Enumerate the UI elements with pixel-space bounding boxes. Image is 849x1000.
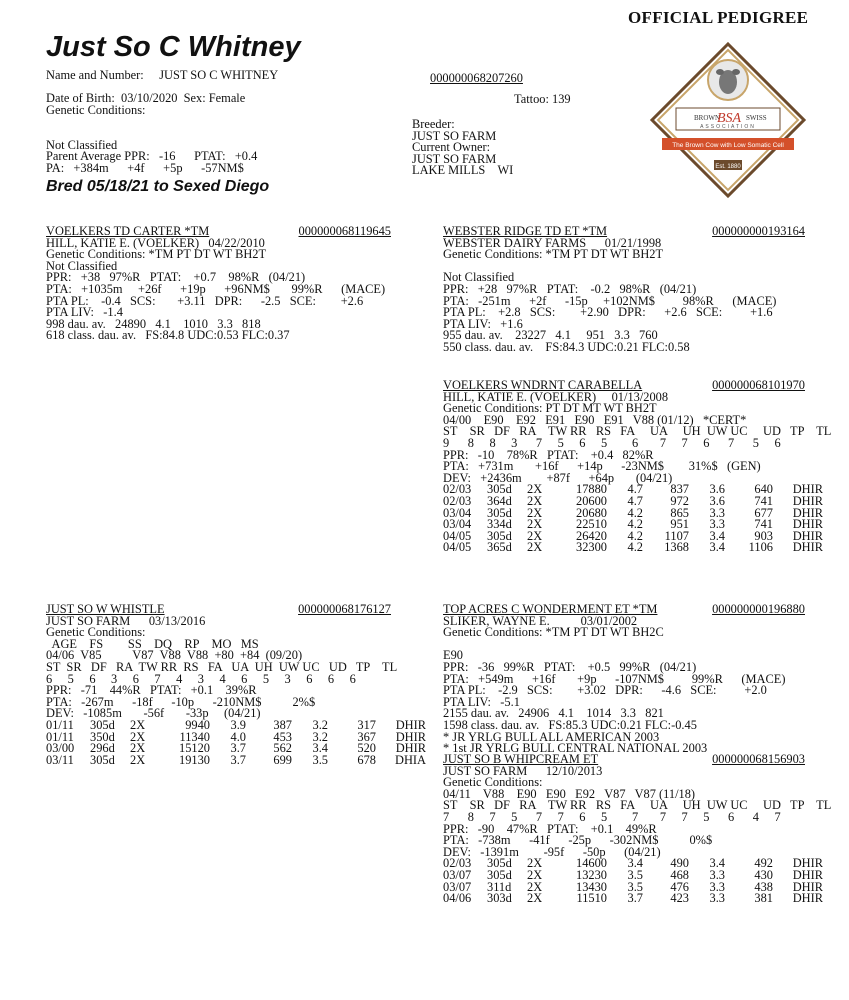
logo-est: Est. 1880 — [715, 164, 741, 170]
record-cell: 3.6 — [709, 493, 725, 508]
record-cell: 387 — [273, 717, 292, 732]
record-cell: 3.3 — [709, 867, 725, 882]
record-cell: 2X — [130, 741, 146, 756]
record-cell: 3.4 — [627, 856, 643, 871]
record-cell: 1107 — [664, 528, 689, 543]
record-row — [46, 752, 426, 767]
record-cell: 303d — [487, 891, 512, 906]
record-cell: 03/04 — [443, 517, 472, 532]
dam-dam-block — [443, 754, 831, 905]
text-line: JUST SO FARM 03/13/2016 — [46, 613, 206, 628]
record-cell: DHIR — [395, 741, 426, 756]
text-line: Current Owner: — [412, 140, 491, 155]
text-line: PTA: +549m +16f +9p -107NM$ 99%R (MACE) — [443, 671, 786, 686]
record-row — [443, 542, 831, 554]
record-cell: 305d — [487, 528, 512, 543]
record-row — [443, 893, 831, 905]
record-cell: 677 — [754, 505, 773, 520]
record-cell: DHIR — [792, 879, 823, 894]
logo-brand-mid: BSA — [717, 111, 742, 126]
record-cell: 01/11 — [46, 729, 74, 744]
record-cell: 4.2 — [627, 540, 643, 555]
text-line: PTA LIV: +1.6 — [443, 316, 523, 331]
record-cell: 03/04 — [443, 505, 472, 520]
text-line: PPR: -10 78%R PTAT: +0.4 82%R — [443, 447, 654, 462]
record-cell: 381 — [754, 891, 773, 906]
record-cell: 3.3 — [709, 517, 725, 532]
record-cell: 20600 — [576, 493, 607, 508]
text-line: SLIKER, WAYNE E. 03/01/2002 — [443, 613, 638, 628]
text-line: Breeder: — [412, 117, 455, 131]
record-cell: DHIR — [792, 540, 823, 555]
record-cell: DHIA — [395, 752, 426, 767]
record-cell: DHIR — [792, 493, 823, 508]
text-line: Name and Number: JUST SO C WHITNEY — [46, 68, 279, 82]
record-cell: 2X — [527, 540, 543, 555]
record-cell: 972 — [670, 493, 689, 508]
text-line: PTA PL: -2.9 SCS: +3.02 DPR: -4.6 SCE: +2.0 — [443, 683, 767, 698]
text-line: PTA PL: -0.4 SCS: +3.11 DPR: -2.5 SCE: +2.6 — [46, 293, 364, 308]
record-cell: DHIR — [792, 517, 823, 532]
record-cell: 367 — [357, 729, 376, 744]
text-line: PTA PL: +2.8 SCS: +2.90 DPR: +2.6 SCE: +1.6 — [443, 305, 773, 320]
record-cell: 305d — [487, 856, 512, 871]
registration-number: 000000068207260 — [430, 71, 523, 85]
text-line: PTA: -738m -41f -25p -302NM$ 0%$ — [443, 833, 713, 848]
record-cell: 741 — [754, 493, 773, 508]
record-cell: 2X — [527, 867, 543, 882]
record-cell: DHIR — [395, 729, 426, 744]
text-line: Parent Average PPR: -16 PTAT: +0.4 — [46, 149, 258, 164]
record-cell: 3.5 — [627, 867, 643, 882]
record-cell: 22510 — [576, 517, 607, 532]
record-cell: 02/03 — [443, 482, 472, 497]
record-cell: 3.5 — [627, 879, 643, 894]
sire-dam-lines — [443, 389, 832, 485]
record-cell: 3.7 — [627, 891, 643, 906]
dam-name: JUST SO W WHISTLE — [46, 602, 165, 616]
record-cell: 04/05 — [443, 528, 472, 543]
logo-brand-left: BROWN — [694, 114, 721, 122]
record-cell: 03/00 — [46, 741, 75, 756]
animal-name-heading: Just So C Whitney — [46, 31, 301, 63]
text-line: HILL, KATIE E. (VOELKER) 01/13/2008 — [443, 389, 669, 404]
record-cell: 03/11 — [46, 752, 74, 767]
record-cell: 4.7 — [627, 482, 643, 497]
record-cell: 9940 — [185, 717, 210, 732]
record-cell: 3.7 — [230, 752, 246, 767]
dam-sire-lines — [443, 613, 805, 756]
record-cell: 17880 — [576, 482, 607, 497]
record-cell: 3.4 — [709, 856, 725, 871]
record-cell: 11340 — [179, 729, 210, 744]
record-cell: 453 — [273, 729, 292, 744]
text-line: ST SR DF RA TW RR RS FA UA UH UW UC UD TP TL — [443, 424, 832, 439]
text-line: WEBSTER DAIRY FARMS 01/21/1998 — [443, 235, 662, 250]
logo-ribbon-text: The Brown Cow with Low Somatic Cell — [672, 142, 784, 149]
record-cell: 3.4 — [709, 540, 725, 555]
text-line: AGE FS SS DQ RP MO MS — [46, 636, 259, 651]
text-line: Genetic Conditions: — [46, 102, 146, 117]
sire-number: 000000068119645 — [298, 224, 391, 238]
text-line: DEV: +2436m +87f +64p (04/21) — [443, 470, 673, 485]
record-cell: 678 — [357, 752, 376, 767]
text-line: 955 dau. av. 23227 4.1 951 3.3 760 — [443, 328, 658, 343]
record-cell: 26420 — [576, 528, 607, 543]
text-line: PPR: -90 47%R PTAT: +0.1 49%R — [443, 821, 657, 836]
record-cell: 4.2 — [627, 505, 643, 520]
dam-number: 000000068176127 — [298, 602, 391, 616]
record-cell: DHIR — [395, 717, 426, 732]
record-cell: 2X — [130, 729, 146, 744]
text-line: 04/11 V88 E90 E90 E92 V87 V87 (11/18) — [443, 786, 696, 801]
record-cell: 1368 — [664, 540, 689, 555]
tattoo: Tattoo: 139 — [514, 92, 571, 106]
record-cell: DHIR — [792, 867, 823, 882]
record-cell: 305d — [90, 717, 115, 732]
record-cell: 4.0 — [230, 729, 246, 744]
text-line: Not Classified — [443, 270, 515, 285]
text-line: HILL, KATIE E. (VOELKER) 04/22/2010 — [46, 235, 265, 250]
text-line: 6 5 6 3 6 7 4 3 4 6 5 3 6 6 6 — [46, 671, 356, 686]
record-cell: DHIR — [792, 528, 823, 543]
text-line: Not Classified — [46, 258, 118, 273]
text-line: PPR: +28 97%R PTAT: -0.2 98%R (04/21) — [443, 281, 697, 296]
text-line: 04/06 V85 V87 V88 V88 +80 +84 (09/20) — [46, 648, 303, 663]
record-cell: 334d — [487, 517, 512, 532]
record-cell: 520 — [357, 741, 376, 756]
dam-sire-block — [443, 604, 805, 755]
text-line: LAKE MILLS WI — [412, 163, 514, 178]
text-line: 1598 class. dau. av. FS:85.3 UDC:0.21 FLC:-0.45 — [443, 717, 697, 732]
record-cell: 699 — [273, 752, 292, 767]
text-line: * 1st JR YRLG BULL CENTRAL NATIONAL 2003 — [443, 741, 708, 756]
record-cell: 311d — [487, 879, 512, 894]
record-cell: 305d — [90, 752, 115, 767]
record-cell: 3.7 — [230, 741, 246, 756]
record-cell: 365d — [487, 540, 512, 555]
sire-name: VOELKERS TD CARTER *TM — [46, 224, 210, 238]
record-cell: 423 — [670, 891, 689, 906]
text-line: JUST SO FARM — [412, 151, 497, 166]
sire-lines — [46, 235, 391, 343]
record-cell: 562 — [273, 741, 292, 756]
record-cell: 490 — [670, 856, 689, 871]
text-line — [443, 639, 805, 651]
sire-dam-name: VOELKERS WNDRNT CARABELLA — [443, 378, 643, 392]
text-line: PA: +384m +4f +5p -57NM$ — [46, 160, 244, 175]
record-cell: 02/03 — [443, 856, 472, 871]
record-cell: 4.2 — [627, 517, 643, 532]
logo-association: ASSOCIATION — [700, 124, 756, 130]
record-cell: 03/07 — [443, 867, 472, 882]
text-line: Date of Birth: 03/10/2020 Sex: Female — [46, 91, 246, 106]
text-line: 2155 dau. av. 24906 4.1 1014 3.3 821 — [443, 706, 664, 721]
record-cell: 4.2 — [627, 528, 643, 543]
record-cell: 14600 — [576, 856, 607, 871]
text-line: PTA: -267m -18f -10p -210NM$ 2%$ — [46, 694, 316, 709]
dam-block — [46, 604, 426, 766]
text-line: 998 dau. av. 24890 4.1 1010 3.3 818 — [46, 316, 261, 331]
record-cell: 3.3 — [709, 879, 725, 894]
record-cell: 13430 — [576, 879, 607, 894]
record-cell: 04/06 — [443, 891, 472, 906]
logo-brand-right: SWISS — [746, 114, 767, 122]
record-cell: 02/03 — [443, 493, 472, 508]
record-cell: DHIR — [792, 505, 823, 520]
text-line: PPR: -36 99%R PTAT: +0.5 99%R (04/21) — [443, 659, 697, 674]
record-cell: 19130 — [179, 752, 210, 767]
record-cell: 1106 — [748, 540, 773, 555]
record-cell: 951 — [670, 517, 689, 532]
record-cell: 305d — [487, 482, 512, 497]
record-cell: 2X — [527, 528, 543, 543]
sire-dam-block — [443, 380, 831, 554]
sire-sire-block — [443, 226, 805, 354]
document-title: OFFICIAL PEDIGREE — [628, 8, 809, 27]
text-line: E90 — [443, 648, 463, 663]
record-cell: 20680 — [576, 505, 607, 520]
text-line: PTA: +731m +16f +14p -23NM$ 31%$ (GEN) — [443, 459, 761, 474]
dam-dam-number: 000000068156903 — [712, 752, 805, 766]
dam-records — [46, 717, 426, 767]
text-line: Not Classified — [46, 137, 118, 152]
record-cell: DHIR — [792, 482, 823, 497]
text-line: Genetic Conditions: *TM PT DT WT BH2T — [443, 247, 664, 262]
text-line: PTA LIV: -5.1 — [443, 694, 520, 709]
record-cell: 3.2 — [312, 717, 328, 732]
record-cell: 03/07 — [443, 879, 472, 894]
record-cell: 4.7 — [627, 493, 643, 508]
dam-dam-name: JUST SO B WHIPCREAM ET — [443, 752, 599, 766]
record-cell: DHIR — [792, 891, 823, 906]
record-cell: 640 — [754, 482, 773, 497]
text-line: JUST SO FARM 12/10/2013 — [443, 763, 603, 778]
record-cell: 903 — [754, 528, 773, 543]
text-line: ST SR DF RA TW RR RS FA UA UH UW UC UD TP TL — [46, 659, 398, 674]
record-cell: 3.3 — [709, 505, 725, 520]
record-cell: 04/05 — [443, 540, 472, 555]
text-line: DEV: -1085m -56f -33p (04/21) — [46, 706, 261, 721]
record-cell: 2X — [527, 879, 543, 894]
record-cell: 3.4 — [312, 741, 328, 756]
record-cell: DHIR — [792, 856, 823, 871]
record-cell: 296d — [90, 741, 115, 756]
sire-sire-lines — [443, 235, 805, 354]
text-line: 04/00 E90 E92 E91 E90 E91 V88 (01/12) *CERT* — [443, 412, 747, 427]
record-cell: 865 — [670, 505, 689, 520]
record-cell: 3.6 — [709, 482, 725, 497]
text-line: PTA: -251m +2f -15p +102NM$ 98%R (MACE) — [443, 293, 777, 308]
text-line: 7 8 7 5 7 7 6 5 7 7 7 5 6 4 7 — [443, 809, 781, 824]
record-cell: 13230 — [576, 867, 607, 882]
text-line: ST SR DF RA TW RR RS FA UA UH UW UC UD TP TL — [443, 798, 832, 813]
record-cell: 01/11 — [46, 717, 74, 732]
record-cell: 476 — [670, 879, 689, 894]
record-cell: 305d — [487, 867, 512, 882]
record-cell: 2X — [130, 752, 146, 767]
dam-lines — [46, 613, 426, 721]
dam-dam-records — [443, 858, 831, 904]
record-cell: 350d — [90, 729, 115, 744]
record-cell: 837 — [670, 482, 689, 497]
sire-sire-name: WEBSTER RIDGE TD ET *TM — [443, 224, 608, 238]
text-line: Genetic Conditions: — [46, 625, 146, 640]
dam-dam-lines — [443, 763, 832, 859]
record-cell: 741 — [754, 517, 773, 532]
record-cell: 2X — [527, 856, 543, 871]
record-cell: 2X — [527, 517, 543, 532]
sire-sire-number: 000000000193164 — [712, 224, 805, 238]
text-line: PPR: +38 97%R PTAT: +0.7 98%R (04/21) — [46, 270, 306, 285]
text-line: JUST SO FARM — [412, 128, 497, 143]
text-line: 9 8 8 3 7 5 6 5 6 7 7 6 7 5 6 — [443, 435, 781, 450]
sire-dam-number: 000000068101970 — [712, 378, 805, 392]
text-line: PTA: +1035m +26f +19p +96NM$ 99%R (MACE) — [46, 281, 386, 296]
record-cell: 15120 — [179, 741, 210, 756]
text-line: Genetic Conditions: *TM PT DT WT BH2T — [46, 247, 267, 262]
breeder-info — [412, 119, 513, 177]
record-cell: 430 — [754, 867, 773, 882]
record-cell: 2X — [527, 505, 543, 520]
text-line: 550 class. dau. av. FS:84.3 UDC:0.21 FLC:0.58 — [443, 339, 690, 354]
text-line: DEV: -1391m -95f -50p (04/21) — [443, 844, 661, 859]
record-cell: 32300 — [576, 540, 607, 555]
brown-swiss-logo — [648, 40, 808, 200]
record-cell: 3.2 — [312, 729, 328, 744]
record-cell: 3.5 — [312, 752, 328, 767]
text-line: Genetic Conditions: PT DT MT WT BH2T — [443, 401, 657, 416]
record-cell: 3.3 — [709, 891, 725, 906]
dam-sire-number: 000000000196880 — [712, 602, 805, 616]
record-cell: 2X — [527, 493, 543, 508]
record-cell: 3.4 — [709, 528, 725, 543]
text-line — [46, 116, 278, 128]
text-line: Genetic Conditions: *TM PT DT WT BH2C — [443, 625, 664, 640]
sire-block — [46, 226, 391, 342]
record-cell: 438 — [754, 879, 773, 894]
record-cell: 305d — [487, 505, 512, 520]
dam-sire-name: TOP ACRES C WONDERMENT ET *TM — [443, 602, 658, 616]
record-cell: 3.9 — [230, 717, 246, 732]
record-cell: 11510 — [576, 891, 607, 906]
bred-notice: Bred 05/18/21 to Sexed Diego — [46, 178, 270, 195]
text-line: * JR YRLG BULL ALL AMERICAN 2003 — [443, 729, 660, 744]
record-cell: 468 — [670, 867, 689, 882]
record-cell: 317 — [357, 717, 376, 732]
text-line: 618 class. dau. av. FS:84.8 UDC:0.53 FLC:0.37 — [46, 328, 290, 343]
record-cell: 2X — [130, 717, 146, 732]
text-line: PTA LIV: -1.4 — [46, 305, 123, 320]
text-line: Genetic Conditions: — [443, 775, 543, 790]
record-cell: 2X — [527, 891, 543, 906]
text-line: PPR: -71 44%R PTAT: +0.1 39%R — [46, 683, 257, 698]
sire-dam-records — [443, 484, 831, 554]
record-cell: 2X — [527, 482, 543, 497]
subject-info — [46, 70, 278, 174]
record-cell: 492 — [754, 856, 773, 871]
record-cell: 364d — [487, 493, 512, 508]
